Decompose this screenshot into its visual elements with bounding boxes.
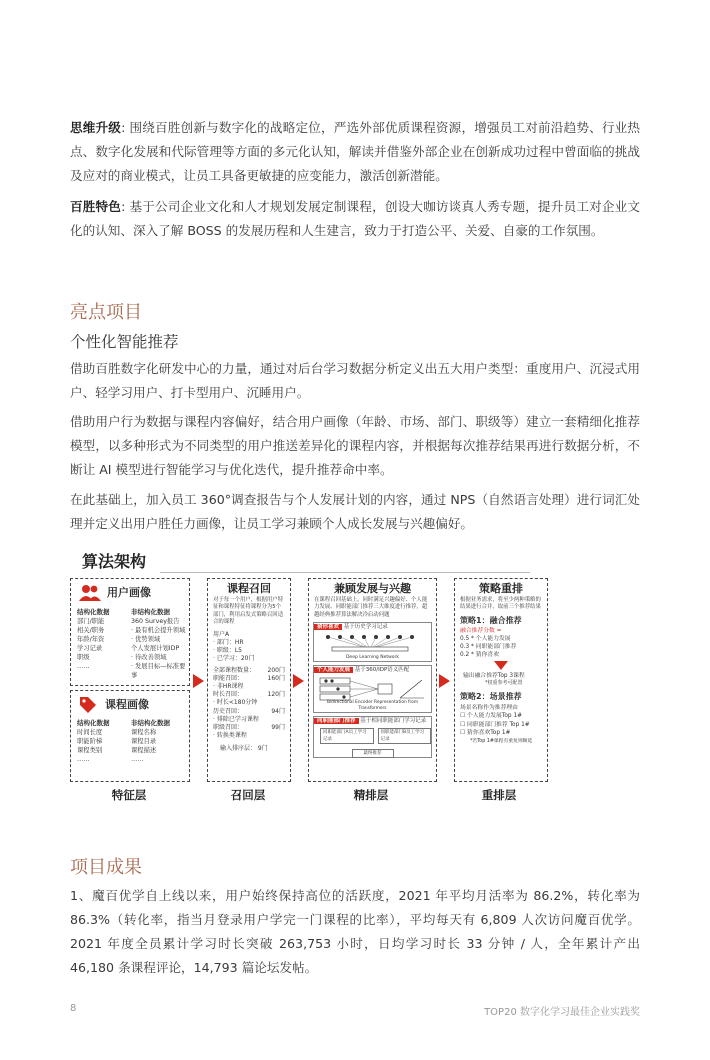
ranking-block-development xyxy=(313,665,432,713)
rerank-intro: 根据业务需求，将至少两种策略的结果进行合并，取前三个推荐结果 xyxy=(460,596,541,610)
semantic-match-icon xyxy=(318,676,428,702)
user-unstructured-item: · 待改善领域 xyxy=(131,654,167,661)
strategy2-item: ☐ 猜你喜欢Top 1# xyxy=(460,730,511,736)
course-profile-title: 课程画像 xyxy=(105,698,149,712)
user-profile-box xyxy=(70,578,190,686)
final-recommendation: 最终推荐 xyxy=(352,749,394,758)
paragraph-yum-feature-label: 百胜特色 xyxy=(70,199,122,214)
paragraph-mindset-label: 思维升级 xyxy=(70,120,122,135)
course-recall-intro: 对于每一个用户，根据用户特征和课程特征将课程分为5个部门，利用启发式策略召回适合的课程 xyxy=(213,596,284,625)
course-unstructured-item: 课程名称 xyxy=(131,729,157,736)
recall-user-item: · 已学习：20门 xyxy=(213,654,255,662)
recall-user-line: 用户A xyxy=(213,630,230,638)
paragraph-yum-feature xyxy=(70,195,640,243)
tag-icon xyxy=(79,696,97,714)
strategy2-note: *若Top 1#课程有重复则顺延 xyxy=(470,738,533,744)
paragraph-yum-feature-text: : 基于公司企业文化和人才规划发展定制课程，创设大咖访谈真人秀专题，提升员工对企业文化的认知、深入了解 BOSS 的发展历程和人生建言，致力于打造公平、关爱、自豪的工作氛围。 xyxy=(70,199,641,238)
block-department-label: 同职能部门推荐 xyxy=(314,718,359,724)
rerank-box xyxy=(454,578,548,782)
users-icon xyxy=(79,584,101,602)
paragraph-mindset-text: : 围绕百胜创新与数字化的战略定位，严选外部优质课程资源，增强员工对前沿趋势、行业热点、数字化发展和代际管理等方面的多元化认知，解读并借鉴外部企业在创新成功过程中曾面临的挑战及应对的商业模式，让员工具备更敏捷的应变能力，激活创新潜能。 xyxy=(70,120,641,183)
ranking-box xyxy=(308,578,437,782)
block-interest-label: 猜你喜欢 xyxy=(314,624,342,630)
paragraph-results: 1、魔百优学自上线以来，用户始终保持高位的活跃度，2021 年平均月活率为 86.2%，转化率为 86.3%（转化率，指当月登录用户学完一门课程的比率），平均每天有 6,809 人次访问魔百优学。2021 年度全员累计学习时长突破 263,753 小时，日均学习时长 33 分钟 / 人，全年累计产出 46,180 条课程评论，14,793 篇论坛发帖。 xyxy=(70,888,640,975)
recall-row: 职级召回： 99门 xyxy=(213,723,285,731)
course-recall-box xyxy=(207,578,291,782)
recall-user-item: · 职级：L5 xyxy=(213,646,242,654)
course-profile-box xyxy=(70,690,190,782)
section-title-results: 项目成果 xyxy=(70,857,142,878)
user-unstructured-item: · 发展目标—标准要事 xyxy=(131,663,186,679)
strategy2-item: ☐ 同职能部门推荐 Top 1# xyxy=(460,721,530,728)
course-structured-title: 结构化数据 xyxy=(77,719,110,727)
paragraph-360-nps: 在此基础上，加入员工 360°调查报告与个人发展计划的内容，通过 NPS（自然语言处理）进行词汇处理并定义出用户胜任力画像，让员工学习兼顾个人成长发展与兴趣偏好。 xyxy=(70,492,640,531)
paragraph-mindset xyxy=(70,116,640,188)
diagram-divider xyxy=(160,572,530,573)
user-structured-item: 相关/职务 xyxy=(77,627,105,634)
rerank-title: 策略重排 xyxy=(479,582,523,595)
department-a-record: 同职能部门A员工学习记录 xyxy=(320,728,374,744)
block-department-note: 基于相同职能部门学习记录 xyxy=(360,718,427,724)
section-title-highlight: 亮点项目 xyxy=(70,302,142,323)
strategy2-item: ☐ 个人能力发展Top 1# xyxy=(460,713,522,719)
strategy1-item: 0.3 * 同职能部门推荐 xyxy=(460,644,517,650)
course-recall-title: 课程召回 xyxy=(227,582,271,595)
checkbox-icon: ☐ xyxy=(460,721,468,728)
arrow-right-icon xyxy=(439,674,450,688)
ranking-block-interest xyxy=(313,622,432,662)
department-b-record: 同职能部门B员工学习记录 xyxy=(378,728,432,744)
course-unstructured-item: 课程目录 xyxy=(131,738,157,745)
recall-row: 历史召回： 94门 xyxy=(213,707,285,715)
user-unstructured-item: 个人发展计划IDP xyxy=(131,645,180,652)
user-profile-title: 用户画像 xyxy=(107,586,151,600)
strategy2-reason: 场景名称作为推荐理由 xyxy=(460,704,518,711)
strategy2-title: 策略2：场景推荐 xyxy=(460,692,522,701)
strategy1-output: 输出融合推荐Top 3课程 xyxy=(463,673,525,679)
paragraph-recommendation-model: 借助用户行为数据与课程内容偏好，结合用户画像（年龄、市场、部门、职级等）建立一套精细化推荐模型，以多种形式为不同类型的用户推送差异化的课程内容，并根据每次推荐结果再进行数据分析，不断让 AI 模型进行智能学习与优化迭代，提升推荐命中率。 xyxy=(70,414,640,477)
user-structured-title: 结构化数据 xyxy=(77,608,110,616)
recall-row-note: · 非HR课程 xyxy=(213,682,244,690)
block-interest-caption: Deep Learning Network xyxy=(345,655,400,660)
strategy1-title: 策略1：融合推荐 xyxy=(460,615,522,625)
subtitle-personalized-recommendation: 个性化智能推荐 xyxy=(70,333,179,351)
footer-award-label: TOP20 数字化学习最佳企业实践奖 xyxy=(484,1007,640,1018)
user-unstructured-item: · 优势领域 xyxy=(131,636,161,643)
paragraph-user-types: 借助百胜数字化研发中心的力量，通过对后台学习数据分析定义出五大用户类型：重度用户、沉浸式用户、轻学习用户、打卡型用户、沉睡用户。 xyxy=(70,361,640,400)
page-number: 8 xyxy=(70,1003,77,1014)
course-structured-item: 时间长度 xyxy=(77,729,103,736)
user-structured-item: 部门/职能 xyxy=(77,618,105,625)
neural-network-icon xyxy=(322,633,422,653)
ranking-title: 兼顾发展与兴趣 xyxy=(334,582,411,595)
user-structured-item: 学习记录 xyxy=(77,645,103,652)
recall-user-item: · 部门：HR xyxy=(213,638,244,646)
recall-row: 职能召回： 160门 xyxy=(213,674,285,682)
checkbox-icon: ☐ xyxy=(460,713,468,719)
arrow-right-icon xyxy=(193,674,204,688)
strategy1-item: 0.2 * 猜你喜欢 xyxy=(460,652,499,658)
user-structured-item: 职级 xyxy=(77,654,90,661)
course-unstructured-item: …… xyxy=(131,756,144,763)
block-interest-note: 基于历史学习记录 xyxy=(343,624,388,630)
recall-row: 全部课程数量： 200门 xyxy=(213,666,285,674)
ranking-intro: 在课程召回基础上，同时满足兴趣偏好、个人能力发展、同职能部门推荐三大维度进行推荐，超越经典推荐算法解决冷启动问题 xyxy=(314,596,428,618)
arrow-right-icon xyxy=(293,674,304,688)
recall-output: 输入排序层： 9门 xyxy=(220,745,268,753)
recall-row-note: · 时长<180分钟 xyxy=(213,699,258,707)
strategy1-formula: 融合推荐分数 = xyxy=(460,628,502,634)
user-unstructured-title: 非结构化数据 xyxy=(131,608,170,616)
course-structured-item: 课程类别 xyxy=(77,747,103,754)
arrow-down-icon xyxy=(494,661,508,670)
course-unstructured-item: 课程描述 xyxy=(131,747,157,754)
course-unstructured-title: 非结构化数据 xyxy=(131,719,170,727)
user-structured-item: 年龄/年资 xyxy=(77,636,105,643)
checkbox-icon: ☐ xyxy=(460,730,468,736)
course-structured-item: …… xyxy=(77,756,90,763)
strategy1-item: 0.5 * 个人能力发展 xyxy=(460,636,511,642)
course-structured-item: 职能阶梯 xyxy=(77,738,103,745)
user-unstructured-item: · 最有机会提升领域 xyxy=(131,627,186,634)
layer-label-recall: 召回层 xyxy=(230,788,266,802)
user-unstructured-item: 360 Survey报告 xyxy=(131,618,180,625)
block-development-label: 个人能力发展 xyxy=(314,667,353,673)
recall-row-note: · 转换类课程 xyxy=(213,732,247,740)
user-structured-item: …… xyxy=(77,663,90,670)
block-development-caption: Bidirectional Encoder Representation from Transformers xyxy=(326,700,419,711)
layer-label-ranking: 精排层 xyxy=(353,788,389,802)
layer-label-feature: 特征层 xyxy=(111,788,147,802)
recall-row: 时长召回： 120门 xyxy=(213,691,285,699)
layer-label-rerank: 重排层 xyxy=(481,788,517,802)
ranking-block-department xyxy=(313,716,432,758)
diagram-title: 算法架构 xyxy=(82,552,147,571)
block-development-note: 基于360/IDP语义匹配 xyxy=(354,667,410,673)
recall-row-note: · 排除已学习课程 xyxy=(213,715,259,723)
strategy1-note: *权重参考可配置 xyxy=(485,680,523,686)
